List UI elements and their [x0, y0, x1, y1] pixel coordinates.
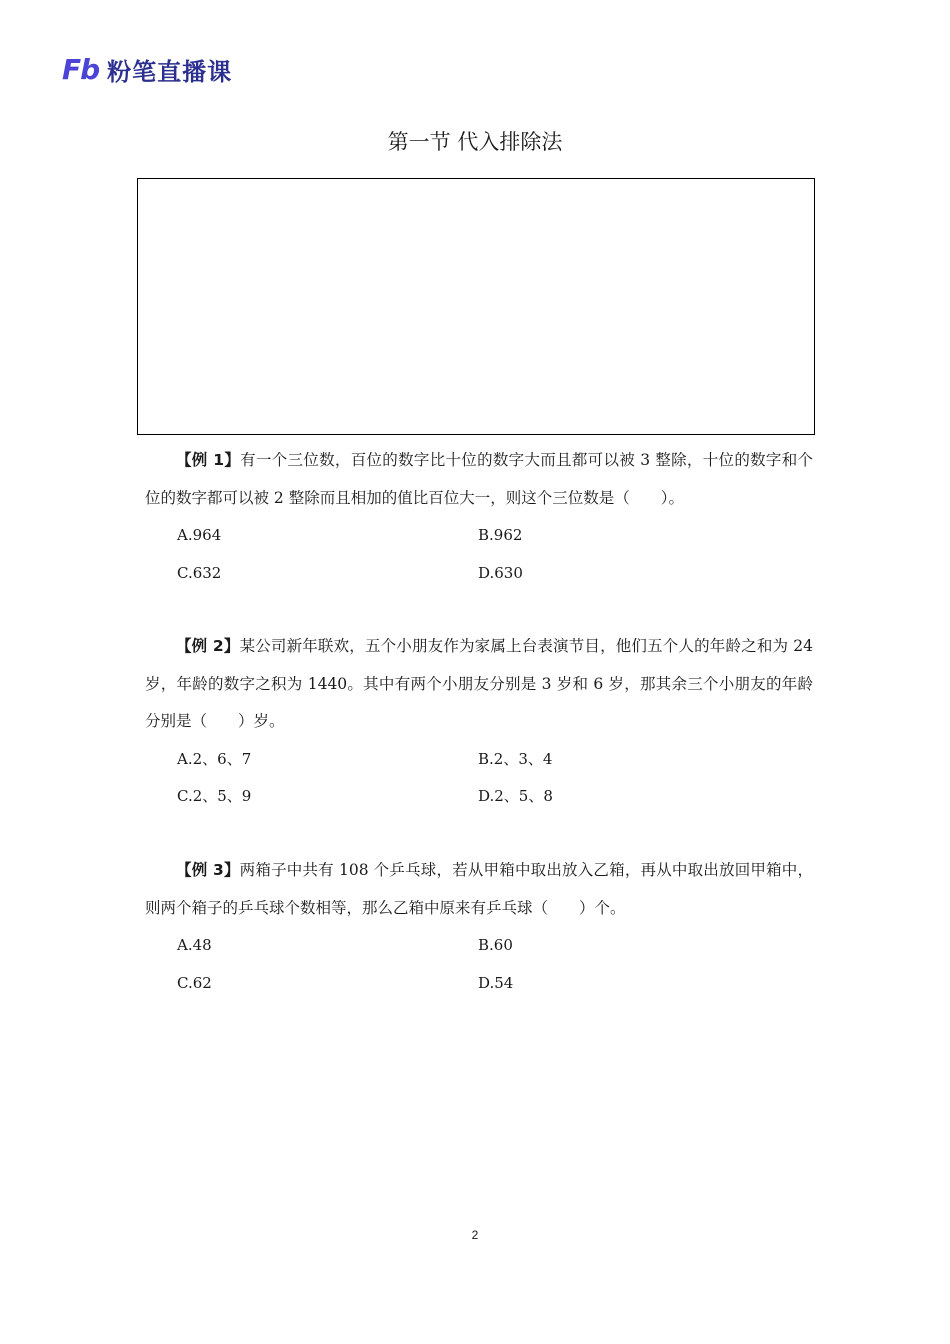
option-b: B.60 — [478, 936, 513, 954]
question-stem — [145, 628, 813, 741]
option-c: C.2、5、9 — [177, 787, 252, 805]
question-tag: 【例 3】 — [176, 861, 240, 879]
option-c: C.62 — [177, 973, 212, 992]
option-a: A.2、6、7 — [177, 749, 252, 768]
question-2 — [145, 628, 813, 816]
question-stem — [145, 852, 813, 927]
question-3 — [145, 852, 813, 1002]
brand-logo — [62, 52, 232, 87]
option-list — [145, 927, 813, 1002]
option-list — [145, 741, 813, 816]
question-text: 两箱子中共有 108 个乒乓球，若从甲箱中取出放入乙箱，再从中取出放回甲箱中，则两个箱子的乒乓球个数相等，那么乙箱中原来有乒乓球（ ）个。 — [145, 861, 813, 917]
question-text: 有一个三位数，百位的数字比十位的数字大而且都可以被 3 整除，十位的数字和个位的数字都可以被 2 整除而且相加的值比百位大一，则这个三位数是（ ）。 — [145, 451, 813, 507]
question-tag: 【例 1】 — [176, 451, 241, 469]
option-d: D.54 — [478, 973, 514, 992]
option-d: D.2、5、8 — [478, 787, 553, 805]
section-title: 第一节 代入排除法 — [387, 130, 563, 154]
page-number: 2 — [471, 1228, 479, 1242]
question-stem — [145, 442, 813, 517]
question-1 — [145, 442, 813, 592]
question-text: 某公司新年联欢，五个小朋友作为家属上台表演节目，他们五个人的年龄之和为 24 岁，年龄的数字之积为 1440。其中有两个小朋友分别是 3 岁和 6 岁，那其余三个小朋友的年龄分别是（ ）岁。 — [145, 637, 813, 730]
option-d: D.630 — [478, 563, 523, 582]
option-a: A.48 — [177, 936, 212, 954]
option-b: B.962 — [478, 526, 523, 544]
option-c: C.632 — [177, 563, 222, 582]
option-b: B.2、3、4 — [478, 749, 553, 768]
option-a: A.964 — [177, 526, 222, 544]
note-box — [137, 178, 815, 435]
brand-name: 粉笔直播课 — [107, 58, 233, 86]
question-tag: 【例 2】 — [176, 637, 240, 655]
option-list — [145, 517, 813, 592]
fb-logo-icon: Fb — [62, 53, 100, 86]
